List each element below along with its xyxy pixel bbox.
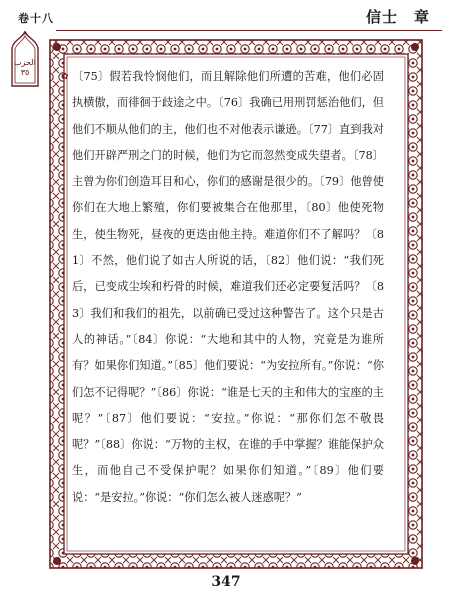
page-number: 347 [211,574,241,590]
sura-title: 信士 章 [365,8,430,26]
hizb-label: الحزب [14,58,36,67]
chapter-label: 卷十八 [18,12,54,25]
hizb-number: ٣٥ [20,68,30,77]
verse-text: 〔75〕假若我怜悯他们，而且解除他们所遭的苦难，他们必固执横傲，而徘徊于歧途之中。〔76〕我确已用刑罚惩治他们，但他们不顺从他们的主，他们也不对他表示谦逊。〔77〕直到我对他们开辟严刑之门的时候，他们为它而忽然变成失望者。〔78〕主曾为你们创造耳目和心，你们的感谢是很少的。〔79〕他曾使你们在大地上繁殖，你们要被集合在他那里，〔80〕他使死物生，使生物死，昼夜的更迭由他主持。难道你们不了解吗？〔81〕不然，他们说了如古人所说的话，〔82〕他们说：“我们死后，已变成尘埃和朽骨的时候，难道我们还必定要复活吗？〔83〕我们和我们的祖先，以前确已受过这种警告了。这个只是古人的神话。”〔84〕你说：“大地和其中的人物，究竟是为谁所有？如果你们知道。”〔85〕他们要说：“为安拉所有。”你说：“你们怎不记得呢？”〔86〕你说：“谁是七天的主和伟大的宝座的主呢？”〔87〕他们要说：“安拉。”你说：“那你们怎不敬畏呢？”〔88〕你说：“万物的主权，在谁的手中掌握？谁能保护众生，而他自己不受保护呢？如果你们知道。”〔89〕他们要说：“是安拉。”你说：“你们怎么被人迷惑呢？” [72,70,384,504]
section-marker-icon: ✿ [61,72,69,82]
